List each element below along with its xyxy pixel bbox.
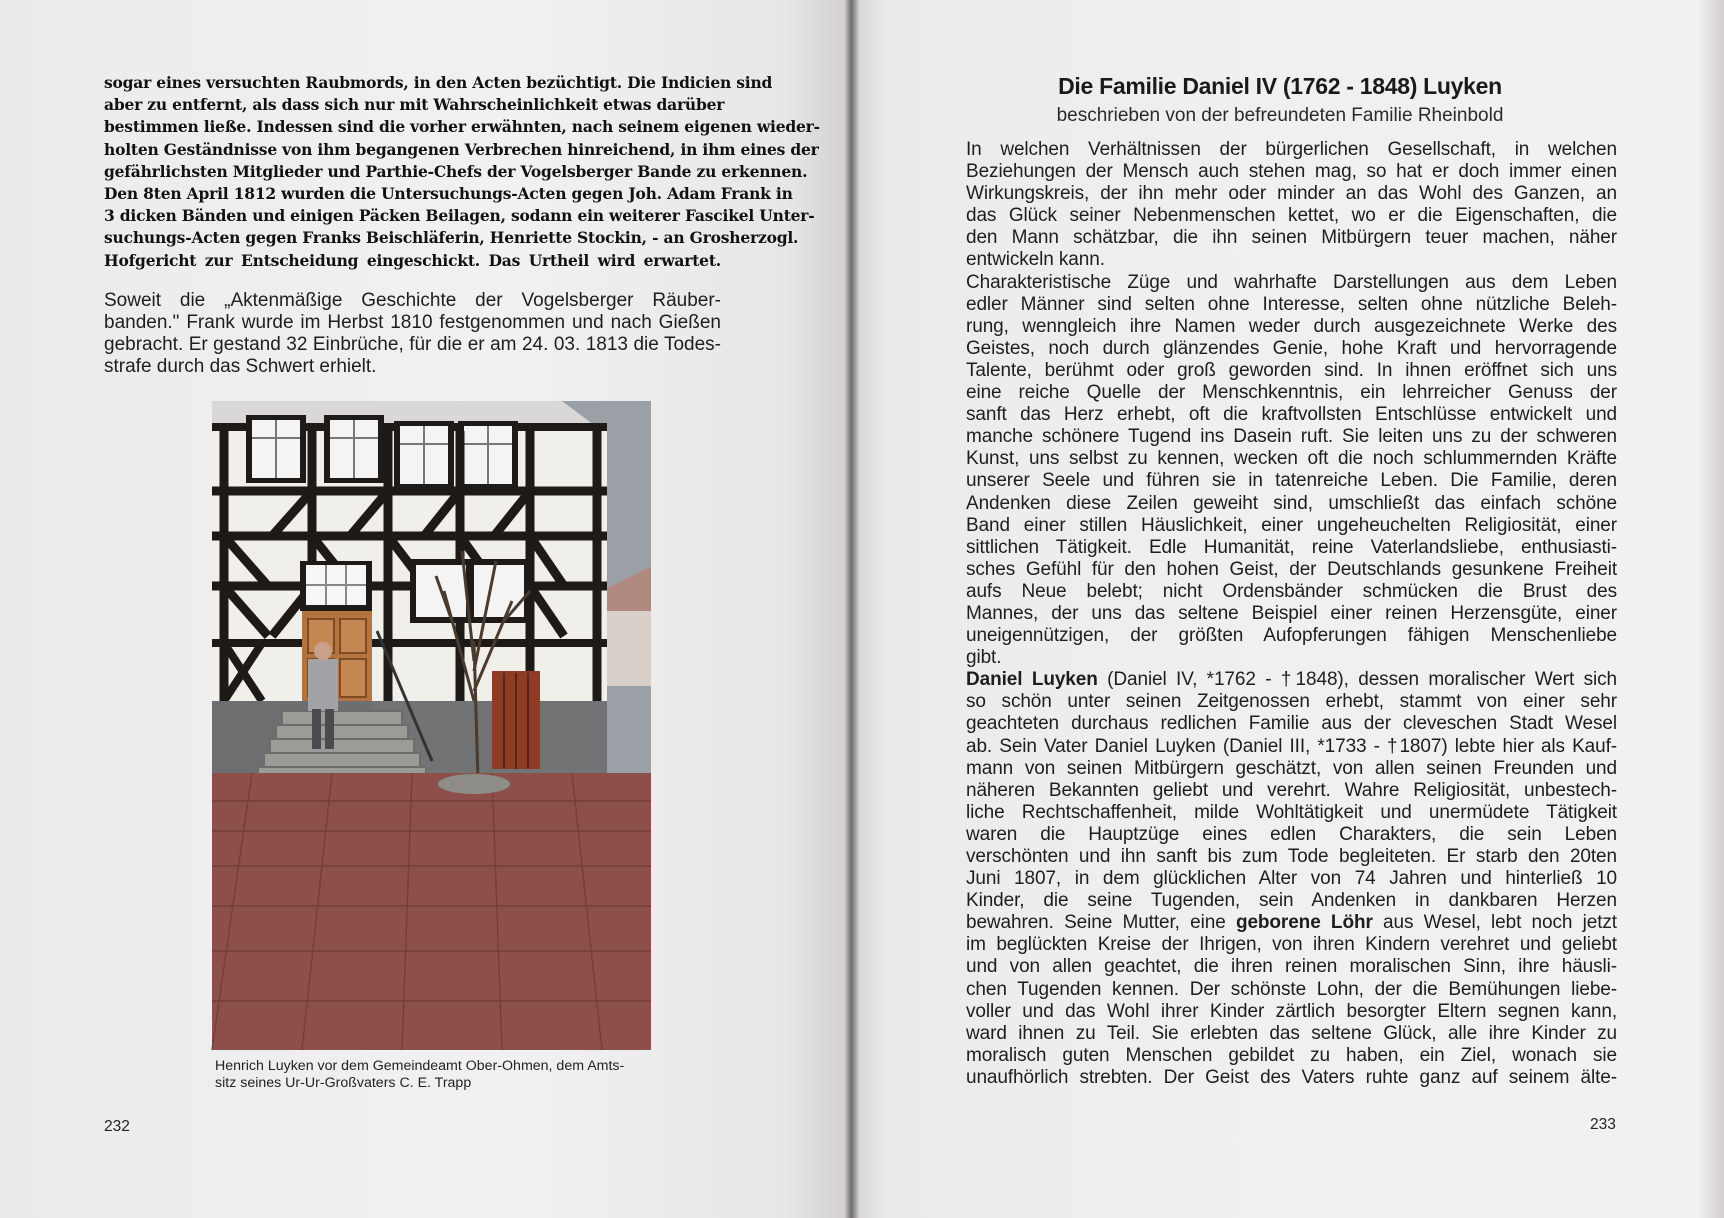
text-line xyxy=(966,758,1617,780)
page-edge-shadow xyxy=(1698,0,1724,1218)
text-line xyxy=(966,868,1617,890)
text-line: sitz seines Ur-Ur-Großvaters C. E. Trapp xyxy=(215,1075,472,1091)
text-line xyxy=(966,537,1617,559)
text-line xyxy=(966,625,1617,647)
text-segment: edler Männer sind selten ohne Interesse, selten ohne nützliche Beleh- xyxy=(966,293,1617,315)
right-body-text xyxy=(966,139,1617,1089)
text-line xyxy=(966,956,1617,978)
text-segment: eine reiche Quelle der Menschkenntnis, ein lehrreicher Genuss der xyxy=(966,382,1617,404)
text-line xyxy=(966,780,1617,802)
text-segment: das Glück seiner Nebenmenschen kettet, wo er die Eigenschaften, die xyxy=(966,205,1617,227)
text-segment: gibt. xyxy=(966,647,1002,669)
text-segment: Mannes, der uns das seltene Beispiel einer reinen Herzensgüte, einer xyxy=(966,602,1617,624)
text-line xyxy=(966,603,1617,625)
text-line xyxy=(966,581,1617,603)
text-line xyxy=(966,691,1617,713)
text-segment: aufs Neue belebt; nicht Ordensbänder schmücken die Brust des xyxy=(966,580,1617,602)
text-segment: waren die Hauptzüge eines edlen Charakters, die sein Leben xyxy=(966,823,1617,845)
text-segment: unaufhörlich strebten. Der Geist des Vaters ruhte ganz auf seinem älte- xyxy=(966,1066,1617,1088)
text-line: Hofgericht zur Entscheidung eingeschickt. Das Urtheil wird erwartet. xyxy=(104,250,721,270)
photo-image xyxy=(212,401,651,1050)
text-line xyxy=(966,161,1617,183)
text-line xyxy=(966,890,1617,912)
text-segment: bewahren. Seine Mutter, eine xyxy=(966,912,1236,934)
text-segment: unserer Seele und führen sie in tatenreiche Leben. Die Familie, deren xyxy=(966,470,1617,492)
text-line xyxy=(966,736,1617,758)
text-line xyxy=(966,493,1617,515)
text-segment: liche Rechtschaffenheit, milde Wohltätigkeit und unermüdete Tätigkeit xyxy=(966,801,1617,823)
text-line xyxy=(966,515,1617,537)
text-line xyxy=(966,713,1617,735)
text-line: Soweit die „Aktenmäßige Geschichte der Vogelsberger Räuber- xyxy=(104,290,721,311)
text-line xyxy=(966,382,1617,404)
fraktur-quote xyxy=(104,72,820,272)
chapter-subtitle: beschrieben von der befreundeten Familie Rheinbold xyxy=(1056,105,1504,126)
text-line xyxy=(966,338,1617,360)
text-line: 3 dicken Bänden und einigen Päcken Beilagen, sodann ein weiterer Fascikel Unter- xyxy=(104,206,815,226)
text-segment: sanft das Herz erhebt, oft die kraftvollsten Entschlüsse entwickelt und xyxy=(966,404,1617,426)
text-line: sogar eines versuchten Raubmords, in den Acten bezüchtigt. Die Indicien sind xyxy=(104,73,773,92)
text-segment: manche schönere Tugend ins Dasein ruft. Sie leiten uns zu der schweren xyxy=(966,426,1617,448)
text-line: holten Geständnisse von ihm begangenen Verbrechen hinreichend, in ihm eines der xyxy=(104,139,819,159)
text-segment: Juni 1807, in dem glücklichen Alter von 74 Jahren und hinterließ 10 xyxy=(966,868,1617,890)
text-segment: voller und das Wohl ihrer Kinder zärtlich besorgter Eltern segnen kann, xyxy=(966,1000,1617,1022)
text-line xyxy=(966,470,1617,492)
text-line: Henrich Luyken vor dem Gemeindeamt Ober-Ohmen, dem Amts- xyxy=(215,1058,625,1074)
text-segment: moralisch guten Menschen gebildet zu haben, ein Ziel, wonach sie xyxy=(966,1044,1617,1066)
text-segment: den Mann schätzbar, die ihn seinen Mitbürgern teuer machen, näher xyxy=(966,227,1617,249)
text-segment: chen Tugenden kennen. Der schönste Lohn, der die Bemühungen liebe- xyxy=(966,978,1617,1000)
text-segment: (Daniel IV, *1762 - †1848), dessen moralischer Wert sich xyxy=(1097,669,1617,691)
text-line xyxy=(966,360,1617,382)
text-segment: uneigennützigen, der größten Aufopferungen fähigen Menschenliebe xyxy=(966,625,1617,647)
text-segment: ab. Sein Vater Daniel Luyken (Daniel III, *1733 - †1807) lebte hier als Kauf- xyxy=(966,735,1617,757)
text-segment: Kunst, uns selbst zu kennen, wecken oft die noch schlummernden Kräfte xyxy=(966,448,1617,470)
left-page xyxy=(0,0,855,1218)
text-segment: rung, wenngleich ihre Namen weder durch ausgezeichnete Werke des xyxy=(966,315,1617,337)
chapter-title: Die Familie Daniel IV (1762 - 1848) Luyken xyxy=(1058,73,1502,99)
text-segment: sches Gefühl für den hohen Geist, der Deutschlands gesunkene Freiheit xyxy=(966,558,1617,580)
text-line xyxy=(966,802,1617,824)
text-line xyxy=(966,249,1617,271)
text-line: gefährlichsten Mitglieder und Parthie-Chefs der Vogelsberger Bande zu erkennen. xyxy=(104,161,808,181)
text-line xyxy=(966,294,1617,316)
text-segment: verschönten und ihn sanft bis zum Tode begleiteten. Er starb den 20ten xyxy=(966,846,1617,867)
text-line xyxy=(966,669,1617,691)
text-line xyxy=(966,139,1617,161)
text-line: Den 8ten April 1812 wurden die Untersuchungs-Acten gegen Joh. Adam Frank in xyxy=(104,184,793,204)
photo-caption xyxy=(215,1058,675,1092)
text-line xyxy=(966,205,1617,227)
text-segment: Andenken diese Zeilen geweiht sind, umschließt das einfach schöne xyxy=(966,492,1617,514)
text-segment: Talente, berühmt oder groß geworden sind. In ihnen eröffnet sich uns xyxy=(966,359,1617,381)
text-line xyxy=(966,912,1617,934)
text-line: gebracht. Er gestand 32 Einbrüche, für die er am 24. 03. 1813 die Todes- xyxy=(104,334,721,355)
text-line: bestimmen ließe. Indessen sind die vorher erwähnten, nach seinem eigenen wieder- xyxy=(104,117,820,137)
text-line: aber zu entfernt, als dass sich nur mit Wahrscheinlichkeit etwas darüber xyxy=(104,95,725,115)
text-segment: Geistes, noch durch glänzendes Genie, hohe Kraft und hervorragende xyxy=(966,337,1617,359)
text-segment: Charakteristische Züge und wahrhafte Darstellungen aus dem Leben xyxy=(966,271,1617,293)
text-line xyxy=(966,1001,1617,1023)
page-number-left: 232 xyxy=(104,1118,130,1135)
text-line: banden." Frank wurde im Herbst 1810 festgenommen und nach Gießen xyxy=(104,312,721,333)
text-line xyxy=(966,1067,1617,1089)
text-line xyxy=(966,846,1617,868)
text-line xyxy=(966,227,1617,249)
text-line xyxy=(966,979,1617,1001)
text-segment: Beziehungen der Mensch auch stehen mag, so hat er doch immer einen xyxy=(966,161,1617,183)
text-line xyxy=(966,272,1617,294)
text-segment: im beglückten Kreise der Ihrigen, von ihren Kindern verehret und geliebt xyxy=(966,934,1617,956)
text-line: suchungs-Acten gegen Franks Beischläferin, Henriette Stockin, - an Grosherzogl. xyxy=(104,228,799,248)
text-line xyxy=(966,647,1617,669)
text-segment: ward ihnen zu Teil. Sie erlebten das seltene Glück, alle ihre Kinder zu xyxy=(966,1022,1617,1044)
text-segment: geachteten durchaus redlichen Familie aus der cleveschen Stadt Wesel xyxy=(966,713,1617,735)
text-segment: sittlichen Tätigkeit. Edle Humanität, reine Vaterlandsliebe, enthusiasti- xyxy=(966,536,1617,558)
bold-name: Daniel Luyken xyxy=(966,669,1098,691)
text-line xyxy=(966,448,1617,470)
text-line xyxy=(966,183,1617,205)
text-segment: In welchen Verhältnissen der bürgerlichen Gesellschaft, in welchen xyxy=(966,139,1617,160)
text-segment: Wirkungskreis, der ihn mehr oder minder an das Wohl des Ganzen, an xyxy=(966,183,1617,205)
text-segment: Band einer stillen Häuslichkeit, einer ungeheuchelten Religiosität, einer xyxy=(966,514,1617,536)
page-number-right: 233 xyxy=(1590,1116,1616,1133)
bold-name: geborene Löhr xyxy=(1235,912,1373,934)
text-segment: entwickeln kann. xyxy=(966,249,1105,271)
text-segment: aus Wesel, lebt noch jetzt xyxy=(1372,912,1617,934)
text-line: strafe durch das Schwert erhielt. xyxy=(104,356,377,377)
text-line xyxy=(966,934,1617,956)
text-segment: so schön unter seinen Zeitgenossen erhebt, stammt von einer sehr xyxy=(966,691,1617,713)
photo-town-hall xyxy=(212,401,651,1050)
text-segment: Kinder, die seine Tugenden, sein Andenken in dankbaren Herzen xyxy=(966,890,1617,912)
text-line xyxy=(966,404,1617,426)
text-line xyxy=(966,559,1617,581)
text-segment: und von allen geachtet, die ihren reinen moralischen Sinn, ihre häusli- xyxy=(966,956,1617,978)
book-gutter xyxy=(845,0,859,1218)
text-line xyxy=(966,824,1617,846)
left-paragraph xyxy=(104,290,721,378)
text-line xyxy=(966,1023,1617,1045)
text-line xyxy=(966,316,1617,338)
text-line xyxy=(966,426,1617,448)
text-segment: mann von seinen Mitbürgern geschätzt, von allen seinen Freunden und xyxy=(966,757,1617,779)
text-line xyxy=(966,1045,1617,1067)
text-segment: näheren Bekannten geliebt und verehrt. Wahre Religiosität, unbestech- xyxy=(966,779,1617,801)
